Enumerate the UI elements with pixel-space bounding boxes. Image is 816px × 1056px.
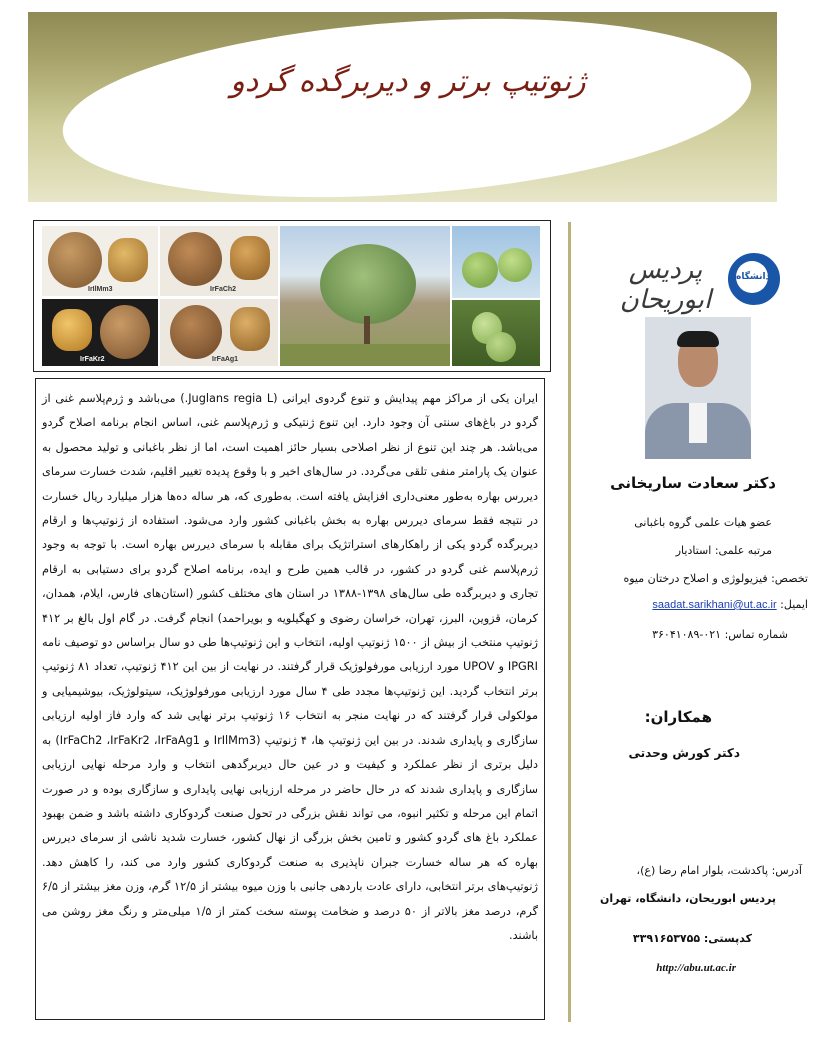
researcher-portrait xyxy=(645,317,751,459)
email-label: ایمیل: xyxy=(780,598,808,611)
email-link[interactable]: saadat.sarikhani@ut.ac.ir xyxy=(652,599,777,611)
genotype-label: IrFaKr2 xyxy=(80,356,105,363)
website-link[interactable]: http://abu.ut.ac.ir xyxy=(656,962,736,974)
collaborators-heading: همکاران: xyxy=(644,708,712,726)
genotype-label: IrIlMm3 xyxy=(88,286,113,293)
specialty: تخصص: فیزیولوژی و اصلاح درختان میوه xyxy=(623,572,808,585)
researcher-name: دکتر سعادت ساریخانی xyxy=(610,474,776,492)
faculty-position: عضو هیات علمی گروه باغبانی xyxy=(634,516,772,529)
green-walnut-photo xyxy=(452,226,540,298)
collaborator-name: دکتر کورش وحدتی xyxy=(628,746,740,760)
walnut-tree-photo xyxy=(280,226,450,366)
academic-rank: مرتبه علمی: استادیار xyxy=(675,544,772,557)
campus-logo-text: پردیس ابوریحان xyxy=(619,255,712,315)
genotype-label: IrFaAg1 xyxy=(212,356,239,363)
address-line-1: آدرس: پاکدشت، بلوار امام رضا (ع)، xyxy=(636,864,802,877)
walnut-photo-irfaag1 xyxy=(160,299,278,366)
banner-ellipse xyxy=(57,12,757,202)
photo-collage xyxy=(33,220,551,372)
university-logo xyxy=(728,253,780,305)
walnut-photo-irfach2 xyxy=(160,226,278,296)
address-line-2: پردیس ابوریحان، دانشگاه، تهران xyxy=(599,892,776,905)
phone-number: شماره تماس: ۰۲۱-۳۶۰۴۱۰۸۹ xyxy=(652,628,788,641)
walnut-photo-irfakr2 xyxy=(42,299,158,366)
email-row xyxy=(652,598,808,611)
walnut-photo-irilmm3 xyxy=(42,226,158,296)
column-divider xyxy=(568,222,571,1022)
logo-seal: دانشگاه xyxy=(736,261,768,293)
postal-code: کدپستی: ۳۳۹۱۶۵۳۷۵۵ xyxy=(632,932,752,945)
genotype-label: IrFaCh2 xyxy=(210,286,237,293)
description-text: ایران یکی از مراکز مهم پیدایش و تنوع گردوی ایرانی (Juglans regia L.) می‌باشد و ژرم‌پلاسم غنی از گردو در باغ‌های سنتی آن وجود دارد. این تنوع ژنتیکی و ژرم‌پلاسم غنی، اساس انجام برنامه اصلاح گردو می‌باشد. هر چند این تنوع از نظر اصلاحی بسیار حائز اهمیت است، اما از نظر باغبانی و تولید محصول به عنوان یک پارامتر منفی تلقی می‌گردد. در سال‌های اخیر و با وقوع پدیده تغییر اقلیم، شدت خسارت سرمای دیررس بهاره به‌طور معنی‌داری افزایش یافته است. به‌طوری که، هر ساله ده‌ها هزار میلیارد ریال خسارت در نتیجه فقط سرمای دیررس بهاره به بخش باغبانی کشور وارد می‌شود. استفاده از ژنوتیپ‌ها و ارقام دیربرگده گردو یکی از راهکارهای استراتژیک برای مقابله با سرمای دیررس بهاره است. با توجه به وجود ژرم‌پلاسم غنی گردو در کشور، در قالب همین طرح و ایده، برنامه اصلاح گردو برای دستیابی به ارقام تجاری و دیربرگده طی سال‌های ۱۳۹۸-۱۳۸۸ در استان های مختلف کشور (استان‌های فارس، ایلام، همدان، کرمان، قزوین، البرز، تهران، خراسان رضوی و کهگیلویه و بویراحمد) انجام گرفت. در گام اول بالغ بر ۴۱۲ ژنوتیپ منتخب از بیش از ۱۵۰۰ ژنوتیپ اولیه، انتخاب و این ژنوتیپ‌ها طی دو سال براساس دو توصیف نامه IPGRI و UPOV مورد ارزیابی مورفولوژیک قرار گرفتند. در نهایت از بین این ۴۱۲ ژنوتیپ، تعداد ۸۱ ژنوتیپ برتر انتخاب گردید. این ژنوتیپ‌ها مجدد طی ۴ سال مورد ارزیابی مورفولوژیک، سیتولوژیک، بیوشیمیایی و مولکولی قرار گرفتند که در نهایت منجر به انتخاب ۱۶ ژنوتیپ برتر نهایی شد که وارد فاز اولیه ارزیابی سازگاری و پایداری شدند. در بین این ژنوتیپ ها، ۴ ژنوتیپ (IrIlMm3 و IrFaCh2 ،IrFaKr2 ،IrFaAg1) به دلیل برتری از نظر عملکرد و کیفیت و در عین حال دیربرگدهی انتخاب و وارد مرحله نهایی ارزیابی سازگاری و پایداری شدند که در حال حاضر در مرحله ارزیابی نهایی پایداری و سازگاری بوده و در صورت اتمام این مرحله و تکثیر انبوه، می تواند نقش بزرگی در تحول صنعت گردوکاری داشته باشد و ضمن بهبود عملکرد باغ های گردو کشور و تامین بخش بزرگی از نهال کشور، خسارت شدید ناشی از سرمای دیررس بهاره که هر ساله خسارت جبران ناپذیری به صنعت گردوکاری کشور وارد می کند، را کاهش دهد. ژنوتیپ‌های برتر انتخابی، دارای عادت باردهی جانبی با وزن میوه بیشتر از ۱۲/۵ گرم، وزن مغز بیشتر از ۶/۵ گرم، درصد مغز بالاتر از ۵۰ درصد و ضخامت پوسته سخت کمتر از ۱/۵ میلی‌متر و رنگ مغز روشن می باشند. xyxy=(35,378,545,1020)
walnut-cluster-photo xyxy=(452,300,540,366)
header-banner xyxy=(28,12,777,202)
page-title: ژنوتیپ برتر و دیربرگده گردو xyxy=(230,64,586,99)
